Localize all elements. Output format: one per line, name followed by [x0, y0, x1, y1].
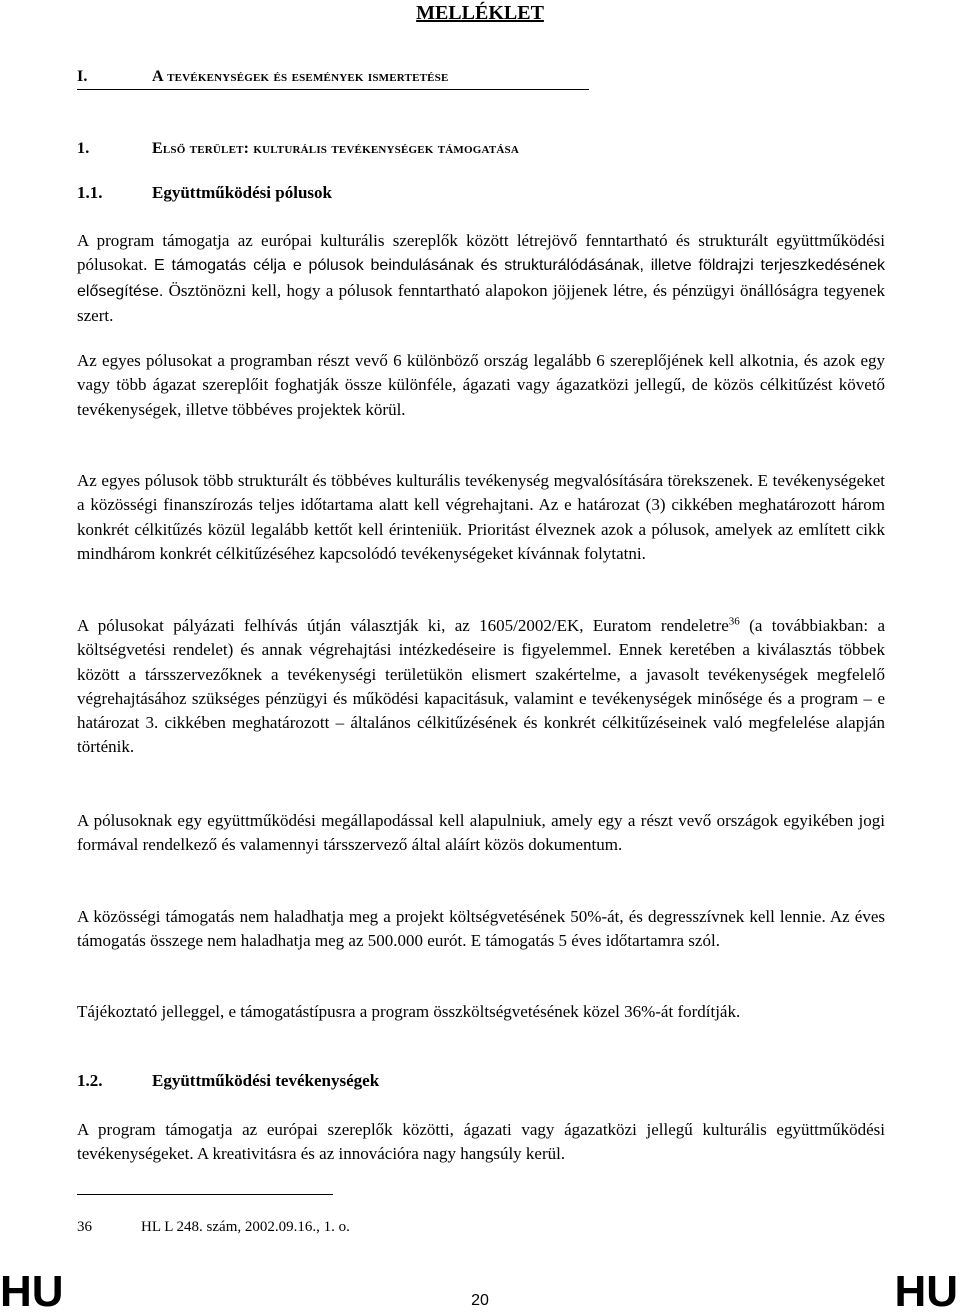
subsection-title: Első terület: kulturális tevékenységek támogatása — [152, 140, 519, 157]
footnote — [77, 1219, 350, 1236]
heading-1-1 — [77, 183, 332, 203]
paragraph-1-2: A program támogatja az európai szereplők közötti, ágazati vagy ágazatközi jellegű kulturális együttműködési tevékenységeket. A kreativitásra és az innovációra nagy hangsúly kerül. — [77, 1120, 885, 1164]
paragraph-5: A pólusoknak egy együttműködési megállapodással kell alapulniuk, amely egy a részt vevő országok egyikében jogi formával rendelkező és valamennyi társszervező által aláírt közös dokumentum. — [77, 811, 885, 855]
section-heading — [77, 68, 589, 90]
paragraph-1-sentence-3: Ösztönözni kell, hogy a pólusok fenntartható alapokon jöjjenek létre, és pénzügyi önállóságra tegyenek szert. — [77, 280, 886, 325]
footnote-text: HL L 248. szám, 2002.09.16., 1. o. — [141, 1219, 350, 1235]
document-title: MELLÉKLET — [416, 2, 544, 24]
subsection-number: 1. — [77, 140, 90, 157]
language-mark-right: HU — [894, 1267, 958, 1316]
paragraph-1 — [77, 229, 885, 328]
paragraph-1-sentence-1: A program támogatja az európai kulturális szereplők között létrejövő fenntartható és strukturált együttműködési pólusokat. — [77, 231, 885, 275]
paragraph-4-part-1: A pólusokat pályázati felhívás útján választják ki, az 1605/2002/EK, Euratom rendeletre — [77, 616, 729, 635]
paragraph-3: Az egyes pólusok több strukturált és többéves kulturális tevékenység megvalósítására törekszenek. E tevékenységeket a közösségi finanszírozás teljes időtartama alatt kell végrehajtani. Az e határozat (3) cikkében meghatározott három konkrét célkitűzés közül legalább kettőt kell érinteniük. Prioritást élveznek azok a pólusok, amelyek az említett cikk mindhárom konkrét célkitűzéséhez kapcsolódó tevékenységeket kívánnak folytatni. — [77, 471, 885, 563]
paragraph-2: Az egyes pólusokat a programban részt vevő 6 különböző ország legalább 6 szereplőjének kell alkotnia, és azok egy vagy több ágazat szereplőit foghatják össze különféle, ágazati vagy ágazatközi jellegű, de közös célkitűzést követő tevékenységek, illetve többéves projektek körül. — [77, 351, 885, 419]
heading-1-2-title: Együttműködési tevékenységek — [152, 1071, 380, 1090]
footnote-separator — [77, 1194, 333, 1195]
heading-1-2-number: 1.2. — [77, 1071, 103, 1090]
paragraph-6: A közösségi támogatás nem haladhatja meg a projekt költségvetésének 50%-át, és degresszívnek kell lennie. Az éves támogatás összege nem haladhatja meg az 500.000 eurót. E támogatás 5 éves időtartamra szól. — [77, 907, 885, 951]
heading-1-1-number: 1.1. — [77, 183, 103, 202]
paragraph-1-sentence-2: E támogatás célja e pólusok beindulásának és strukturálódásának, illetve földrajzi terjeszkedésének elősegítése. — [77, 257, 886, 300]
heading-1-2 — [77, 1071, 379, 1091]
section-title: A tevékenységek és események ismertetése — [152, 68, 449, 85]
page-number: 20 — [471, 1292, 489, 1309]
heading-1-1-title: Együttműködési pólusok — [152, 183, 332, 202]
paragraph-4-part-2: (a továbbiakban: a költségvetési rendelet) és annak végrehajtási intézkedéseire is figyelemmel. Ennek keretében a kiválasztás többek között a társszervezőknek a tevékenységi területükön elismert szakértelme, a javasolt tevékenységek megfelelő végrehajtásához szükséges pénzügyi és működési kapacitásuk, valamint e tevékenységek minősége és a program – e határozat 3. cikkében meghatározott – általános célkitűzésének és konkrét célkitűzéseinek való megfelelése alapján történik. — [77, 616, 885, 757]
footnote-reference: 36 — [728, 615, 740, 628]
subsection-heading — [77, 140, 519, 158]
section-number: I. — [77, 68, 88, 85]
language-mark-left: HU — [0, 1267, 64, 1316]
footnote-number: 36 — [77, 1219, 92, 1235]
paragraph-7: Tájékoztató jelleggel, e támogatástípusra a program összköltségvetésének közel 36%-át fordítják. — [77, 1002, 741, 1021]
paragraph-4 — [77, 614, 885, 760]
